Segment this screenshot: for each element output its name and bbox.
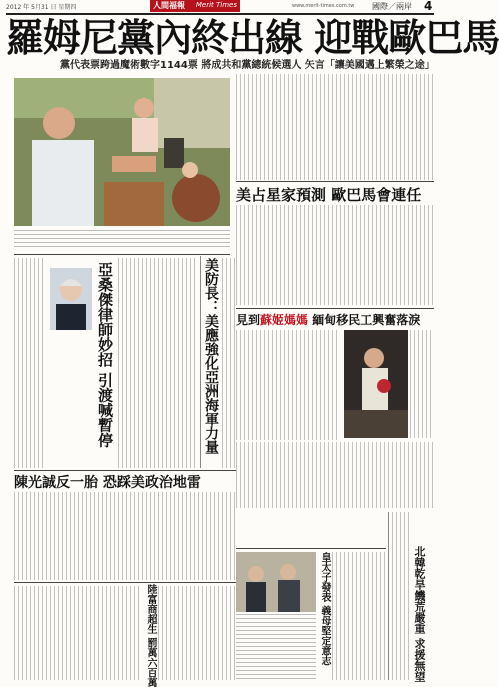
japan-photo-caption bbox=[236, 614, 316, 680]
newspaper-logo bbox=[150, 0, 240, 12]
suu-kyi-headline-highlight: 蘇姬媽媽 bbox=[260, 313, 309, 327]
divider bbox=[14, 470, 236, 471]
lead-photo bbox=[14, 78, 230, 226]
astrologer-headline: 美占星家預測 歐巴馬會連任 bbox=[236, 186, 422, 204]
suu-kyi-article-body-lower bbox=[236, 442, 434, 508]
chen-headline: 陳光誠反一胎 恐踩美政治地雷 bbox=[14, 475, 201, 491]
astrologer-article-body bbox=[236, 205, 434, 305]
suu-kyi-headline bbox=[236, 311, 420, 328]
website-url: www.merit-times.com.tw bbox=[292, 3, 355, 9]
assange-photo bbox=[50, 268, 92, 330]
assange-portrait bbox=[50, 268, 92, 330]
navy-headline: 美防長：美應強化亞洲海軍力量 bbox=[203, 258, 219, 454]
lead-headline: 羅姆尼黨內終出線 迎戰歐巴馬 bbox=[6, 15, 499, 60]
section-name: 國際／兩岸 bbox=[372, 2, 412, 11]
divider bbox=[236, 181, 434, 182]
romney-crowd-photo bbox=[14, 78, 230, 226]
divider bbox=[236, 308, 434, 309]
lu-headline: 陸富商超生 罰萬六百萬 bbox=[145, 584, 156, 687]
japan-event-photo bbox=[236, 552, 316, 612]
lu-article-body bbox=[158, 586, 236, 680]
suu-kyi-headline-suffix: 緬甸移民工興奮落淚 bbox=[312, 313, 421, 327]
issue-date: 2012 年 5月31 日 星期四 bbox=[6, 4, 77, 11]
page-number: 4 bbox=[424, 0, 433, 13]
suu-kyi-article-body bbox=[236, 330, 340, 440]
navy-article-body bbox=[222, 258, 236, 468]
north-korea-headline: 北韓乾旱饑荒嚴重 求援無望 bbox=[413, 546, 426, 682]
suu-kyi-photo bbox=[344, 330, 408, 438]
japan-article-body bbox=[332, 552, 386, 680]
lead-article-body bbox=[236, 74, 434, 180]
suu-kyi-crowd-photo bbox=[344, 330, 408, 438]
lead-photo-caption bbox=[14, 230, 230, 250]
brand-name-cn: 人間福報 bbox=[153, 0, 185, 10]
suu-kyi-headline-prefix: 見到 bbox=[236, 313, 261, 327]
divider bbox=[14, 582, 236, 583]
divider bbox=[236, 548, 386, 549]
north-korea-article-body bbox=[392, 512, 410, 680]
divider bbox=[388, 512, 389, 680]
lead-subhead: 黨代表票跨過魔術數字1144票 將成共和黨總統候選人 矢言「讓美國邁上繁榮之途」 bbox=[60, 60, 435, 71]
brand-name-en: Merit Times bbox=[195, 1, 237, 9]
assange-article-body bbox=[118, 258, 198, 468]
divider bbox=[14, 254, 230, 255]
assange-headline: 亞桑傑律師妙招 引渡喊暫停 bbox=[96, 262, 114, 448]
divider bbox=[200, 256, 201, 468]
suu-kyi-photo-caption bbox=[410, 330, 434, 438]
japan-photo bbox=[236, 552, 316, 612]
lu-article-body-left bbox=[14, 586, 140, 680]
chen-article-body bbox=[14, 492, 236, 580]
assange-article-body-left bbox=[14, 258, 46, 468]
japan-headline: 皇太子發表 義母堅定意志 bbox=[319, 552, 330, 666]
